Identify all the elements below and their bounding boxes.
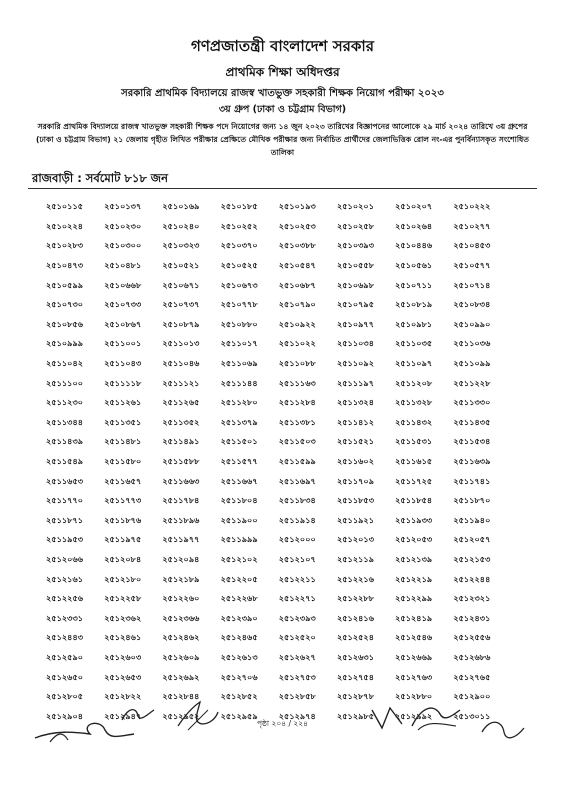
- roll-number: ২৫১১৫৩১: [395, 437, 433, 447]
- roll-number: ২৫১২৮৮০: [395, 692, 433, 702]
- roll-number: ২৫১১৪৮১: [104, 437, 142, 447]
- roll-number: ২৫১১৯০০: [220, 515, 258, 525]
- roll-table: [46, 198, 512, 727]
- roll-number: ২৫১১৭২৫: [395, 476, 433, 486]
- roll-number: ২৫১২৬৫০: [46, 672, 84, 682]
- roll-number: ২৫১০৬৭৩: [220, 280, 258, 290]
- table-row: [46, 668, 512, 688]
- roll-number: ২৫১২০১৩: [336, 535, 375, 545]
- roll-number: ২৫১২০০০: [278, 535, 316, 545]
- roll-number: ২৫১১৭০৯: [336, 476, 375, 486]
- roll-number: ২৫১২৯০৪: [46, 711, 84, 721]
- roll-number: ২৫১১০৩৬: [453, 339, 491, 349]
- roll-number: ২৫১০৩৮৮: [278, 241, 316, 251]
- roll-number: ২৫১০৩৭০: [220, 241, 258, 251]
- roll-number: ২৫১২৭৬৩: [395, 672, 433, 682]
- roll-number: ২৫১২৯৮৫: [336, 711, 374, 721]
- roll-number: ২৫১২৭০৬: [220, 672, 258, 682]
- roll-number: ২৫১০৬৯৮: [336, 280, 375, 290]
- roll-number: ২৫১১৪৩৫: [453, 417, 491, 427]
- roll-number: ২৫১০২২৪: [46, 221, 84, 231]
- roll-number: ২৫১১৬৬৭: [220, 476, 258, 486]
- roll-number: ২৫১০৮১৯: [395, 300, 433, 310]
- table-row: [46, 414, 512, 434]
- table-row: [46, 649, 512, 669]
- roll-number: ২৫১১৪৩৯: [46, 437, 84, 447]
- roll-number: ২৫১২৪৪৩: [46, 633, 84, 643]
- roll-number: ২৫১০১৬৯: [162, 202, 200, 212]
- roll-number: ২৫১০৫২৫: [220, 261, 258, 271]
- roll-number: ২৫১২২১১: [278, 574, 316, 584]
- roll-number: ২৫১১৮৭০: [453, 496, 491, 506]
- roll-number: ২৫১০৪৪৬: [395, 241, 433, 251]
- roll-number: ২৫১২১৮৯: [162, 574, 200, 584]
- table-row: [46, 276, 512, 296]
- roll-number: ২৫১০২৫৩: [278, 221, 316, 231]
- table-row: [46, 198, 512, 218]
- roll-number: ২৫১১৬৩৯: [453, 457, 491, 467]
- table-row: [46, 492, 512, 512]
- roll-number: ২৫১২৩২১: [453, 594, 491, 604]
- roll-number: ২৫১১৮৫৪: [395, 496, 433, 506]
- roll-number: ২৫১১০৪৩: [104, 359, 142, 369]
- roll-number: ২৫১২২৬৮: [220, 594, 258, 604]
- roll-number: ২৫১০২৭৭: [453, 221, 491, 231]
- roll-number: ২৫১২৩৯৩: [278, 613, 316, 623]
- table-row: [46, 316, 512, 336]
- roll-number: ২৫১১৪১২: [336, 417, 374, 427]
- roll-number: ২৫১০৮৮০: [220, 319, 258, 329]
- roll-number: ২৫১১২০৮: [395, 378, 433, 388]
- table-row: [46, 512, 512, 532]
- roll-number: ২৫১০২৫৮: [336, 221, 375, 231]
- roll-number: ২৫১২৯৫৯: [220, 711, 258, 721]
- roll-number: ২৫১০৯২২: [278, 319, 316, 329]
- roll-number: ২৫১০৮৩৪: [453, 300, 491, 310]
- roll-number: ২৫১০৩২৩: [162, 241, 200, 251]
- roll-number: ২৫১২০৫৩: [395, 535, 433, 545]
- table-row: [46, 570, 512, 590]
- roll-number: ২৫১২৭৫৪: [336, 672, 375, 682]
- roll-number: ২৫১১০৮৮: [278, 359, 316, 369]
- roll-number: ২৫১২১০৭: [278, 554, 316, 564]
- roll-number: ২৫১১০৬৯: [220, 359, 258, 369]
- roll-number: ২৫১২২১৬: [336, 574, 375, 584]
- table-row: [46, 374, 512, 394]
- roll-number: ২৫১০২০১: [336, 202, 375, 212]
- roll-number: ২৫১০৭৯০: [278, 300, 316, 310]
- roll-number: ২৫১১৬৫৭: [104, 476, 142, 486]
- roll-number: ২৫১০৬৮৭: [278, 280, 316, 290]
- roll-number: ২৫১২১৩৯: [395, 554, 433, 564]
- roll-number: ২৫১১৫৩৪: [453, 437, 491, 447]
- table-row: [46, 609, 512, 629]
- table-row: [46, 296, 512, 316]
- roll-number: ২৫১১২৮৪: [278, 398, 316, 408]
- roll-number: ২৫১২৩৬২: [104, 613, 142, 623]
- roll-number: ২৫১২৪৬২: [162, 633, 200, 643]
- roll-number: ২৫১২৬৩১: [336, 652, 375, 662]
- roll-number: ২৫১২৫২৪: [336, 633, 375, 643]
- roll-number: ২৫১২৬৬৯: [395, 652, 433, 662]
- roll-number: ২৫১২২৮৮: [336, 594, 375, 604]
- roll-number: ২৫১২৮৭৮: [336, 692, 375, 702]
- roll-number: ২৫১০৫৫৮: [336, 261, 374, 271]
- table-row: [46, 433, 512, 453]
- roll-number: ২৫১১৭৪১: [453, 476, 491, 486]
- table-row: [46, 629, 512, 649]
- roll-number: ২৫১১৬৬৩: [162, 476, 200, 486]
- roll-number: ২৫১২০৯৪: [162, 554, 200, 564]
- roll-number: ২৫১১৯৭৭: [162, 535, 200, 545]
- table-row: [46, 590, 512, 610]
- roll-number: ২৫১২৩৩১: [46, 613, 84, 623]
- roll-number: ২৫১০৫৬১: [395, 261, 433, 271]
- roll-number: ২৫১২০৬৬: [46, 554, 84, 564]
- roll-number: ২৫১২১১৯: [336, 554, 374, 564]
- roll-number: ২৫১২০৫৭: [453, 535, 491, 545]
- roll-number: ২৫১১৫৭৭: [220, 457, 258, 467]
- roll-number: ২৫১২১৮০: [104, 574, 142, 584]
- roll-number: ২৫১০৬৬৮: [104, 280, 142, 290]
- roll-number: ২৫১২৮৪৪: [162, 692, 200, 702]
- roll-number: ২৫১১০৪২: [46, 359, 84, 369]
- roll-number: ২৫১২১০২: [220, 554, 258, 564]
- roll-number: ২৫১১৬৫৩: [46, 476, 84, 486]
- roll-number: ২৫১০৪৭৩: [46, 261, 84, 271]
- roll-number: ২৫১১১৯৭: [336, 378, 374, 388]
- roll-number: ২৫১২৫৫৬: [453, 633, 491, 643]
- roll-number: ২৫১২৪৩১: [453, 613, 491, 623]
- table-row: [46, 472, 512, 492]
- page-number: পৃষ্ঠা ২০৪ / ২২৪: [256, 719, 309, 728]
- roll-number: ২৫১২৫২০: [278, 633, 316, 643]
- roll-number: ২৫১০৭৭৮: [220, 300, 258, 310]
- roll-number: ২৫১০২০৭: [395, 202, 433, 212]
- table-row: [46, 335, 512, 355]
- roll-number: ২৫১০৯৯০: [453, 319, 491, 329]
- roll-number: ২৫১১৩৮১: [278, 417, 316, 427]
- roll-number: ২৫১২৪১৯: [395, 613, 433, 623]
- roll-number: ২৫১২৪৬১: [104, 633, 142, 643]
- roll-number: ২৫১২২৯৯: [395, 594, 433, 604]
- roll-number: ২৫১১০২২: [278, 339, 316, 349]
- roll-number: ২৫১১৪৩২: [395, 417, 433, 427]
- roll-number: ২৫১২৬২৭: [278, 652, 316, 662]
- table-row: [46, 237, 512, 257]
- roll-number: ২৫১১৯৪০: [453, 515, 491, 525]
- roll-number: ২৫১১৩৫২: [162, 417, 200, 427]
- roll-number: ২৫১১৫৮০: [104, 457, 142, 467]
- roll-number: ২৫১২৫৪৬: [395, 633, 433, 643]
- roll-number: ২৫১২৯৫২: [162, 711, 200, 721]
- roll-number: ২৫১১০৪৬: [162, 359, 200, 369]
- roll-number: ২৫১২৪৬৫: [220, 633, 258, 643]
- roll-number: ২৫১১০০১: [104, 339, 142, 349]
- roll-number: ২৫১০৮৭৯: [162, 319, 200, 329]
- roll-number: ২৫১২০৮৪: [104, 554, 142, 564]
- roll-number: ২৫১০২৩০: [104, 221, 142, 231]
- roll-number: ২৫১১২৩০: [46, 398, 84, 408]
- roll-number: ২৫১১১২১: [162, 378, 200, 388]
- roll-number: ২৫১২৮০৫: [46, 692, 84, 702]
- roll-number: ২৫১১৮৫৩: [336, 496, 374, 506]
- roll-number: ২৫১১০৩৫: [395, 339, 433, 349]
- roll-number: ২৫১১১১৮: [104, 378, 142, 388]
- roll-number: ২৫১২৯০০: [453, 692, 491, 702]
- roll-number: ২৫১২৬৯২: [162, 672, 200, 682]
- roll-number: ২৫১০৭১৪: [453, 280, 491, 290]
- roll-number: ২৫১২৩৬৬: [162, 613, 200, 623]
- roll-number: ২৫১১৯৩৩: [395, 515, 433, 525]
- roll-number: ২৫১১৮০৪: [220, 496, 258, 506]
- roll-number: ২৫১১৩৩০: [453, 398, 491, 408]
- roll-number: ২৫১১৯৭৫: [104, 535, 142, 545]
- roll-number: ২৫১১৫০১: [220, 437, 258, 447]
- roll-number: ২৫১০৩৯৩: [336, 241, 375, 251]
- roll-number: ২৫১১৯৫৩: [46, 535, 84, 545]
- roll-number: ২৫১০৭৩৩: [104, 300, 142, 310]
- group-title: ৩য় গ্রুপ (ঢাকা ও চট্টগ্রাম বিভাগ): [218, 104, 347, 115]
- roll-number: ২৫১১৮৩৪: [278, 496, 316, 506]
- roll-number: ২৫১০৯৯৯: [46, 339, 84, 349]
- roll-number: ২৫১০৮৬৭: [104, 319, 142, 329]
- roll-number: ২৫১২২৫৮: [104, 594, 142, 604]
- roll-number: ২৫১১১৪৪: [220, 378, 258, 388]
- roll-number: ২৫১১৩৭৯: [220, 417, 258, 427]
- roll-number: ২৫১০৭৩৭: [162, 300, 200, 310]
- roll-number: ২৫১০১৯৩: [278, 202, 316, 212]
- roll-number: ২৫১২২৭১: [278, 594, 316, 604]
- roll-number: ২৫১১৪৯১: [162, 437, 200, 447]
- roll-number: ২৫১০৫২১: [162, 261, 200, 271]
- roll-number: ২৫১১৭৭০: [46, 496, 84, 506]
- roll-number: ২৫১১১৬৩: [278, 378, 316, 388]
- roll-number: ২৫১১৫০৩: [278, 437, 316, 447]
- roll-number: ২৫১২৮৫২: [220, 692, 258, 702]
- roll-number: ২৫১১০১৩: [162, 339, 200, 349]
- roll-number: ২৫১২৬৮৬: [453, 652, 491, 662]
- roll-number: ২৫১৩০১১: [453, 711, 491, 721]
- roll-number: ২৫১১৭৮৪: [162, 496, 200, 506]
- roll-number: ২৫১১২৬৫: [162, 398, 200, 408]
- roll-number: ২৫১২২১৯: [395, 574, 433, 584]
- roll-number: ২৫১১১০০: [46, 378, 84, 388]
- roll-number: ২৫১১৫৮৮: [162, 457, 200, 467]
- roll-number: ২৫১১২২৮: [453, 378, 491, 388]
- table-row: [46, 218, 512, 238]
- roll-number: ২৫১১৬৯৭: [278, 476, 316, 486]
- roll-number: ২৫১২১৬১: [46, 574, 84, 584]
- roll-number: ২৫১০৪৫৩: [453, 241, 491, 251]
- roll-number: ২৫১১৮৭৬: [104, 515, 142, 525]
- roll-number: ২৫১১৯১৪: [278, 515, 316, 525]
- roll-number: ২৫১১৩৫১: [104, 417, 142, 427]
- roll-number: ২৫১২১৫৩: [453, 554, 491, 564]
- notice-text: সরকারি প্রাথমিক বিদ্যালয়ে রাজস্ব খাতভুক্ত সহকারী শিক্ষক পদে নিয়োগের জন্য ১৪ জুন ২০২৩ তারিখের বিজ্ঞাপনের আলোকে ২৯ মার্চ ২০২৪ তারিখে ৩য় গ্রুপের (ঢাকা ও চট্টগ্রাম বিভাগ) ২১ জেলায় গৃহীত লিখিত পরীক্ষার প্রেক্ষিতে মৌখিক পরীক্ষার জন্য নির্বাচিত প্রার্থীদের জেলাভিত্তিক রোল নং-এর পুনর্বিন্যাসকৃত সংশোধিত তালিকা: [36, 122, 529, 157]
- roll-number: ২৫১১৮৯৬: [162, 515, 200, 525]
- roll-number: ২৫১২৬১৩: [220, 652, 258, 662]
- roll-number: ২৫১২৬৫৩: [104, 672, 142, 682]
- roll-number: ২৫১১৬০২: [336, 457, 375, 467]
- roll-number: ২৫১২২৬০: [162, 594, 200, 604]
- roll-number: ২৫১১২৬১: [104, 398, 142, 408]
- roll-number: ২৫১২৩৯০: [220, 613, 258, 623]
- roll-number: ২৫১০২২২: [453, 202, 491, 212]
- government-title: গণপ্রজাতন্ত্রী বাংলাদেশ সরকার: [191, 37, 374, 55]
- roll-number: ২৫১১০৩৪: [336, 339, 375, 349]
- roll-number: ২৫১০২৬৪: [395, 221, 433, 231]
- table-row: [46, 453, 512, 473]
- roll-number: ২৫১০৯৮১: [395, 319, 433, 329]
- roll-number: ২৫১০৪৮১: [104, 261, 142, 271]
- roll-number: ২৫১০৭৩০: [46, 300, 84, 310]
- roll-number: ২৫১১৯২১: [336, 515, 374, 525]
- roll-number: ২৫১২২০৫: [220, 574, 258, 584]
- roll-number: ২৫১০১৮৫: [220, 202, 258, 212]
- roll-number: ২৫১২৯৯২: [395, 711, 433, 721]
- table-row: [46, 551, 512, 571]
- roll-number: ২৫১২৯৭৪: [278, 711, 316, 721]
- roll-number: ২৫১১০১৭: [220, 339, 258, 349]
- roll-number: ২৫১২২৪৪: [453, 574, 491, 584]
- district-heading: রাজবাড়ী : সর্বমোট ৮১৮ জন: [32, 171, 168, 185]
- roll-number: ২৫১১৩২৪: [336, 398, 375, 408]
- roll-number: ২৫১২৮৫৮: [278, 692, 316, 702]
- roll-number: ২৫১১৩৪৪: [46, 417, 84, 427]
- roll-number: ২৫১০২৪০: [162, 221, 200, 231]
- roll-number: ২৫১২৯৪৭: [104, 711, 142, 721]
- roll-number: ২৫১২২৫৬: [46, 594, 84, 604]
- roll-number: ২৫১০৭১১: [395, 280, 433, 290]
- roll-number: ২৫১০৮৫৬: [46, 319, 84, 329]
- roll-number: ২৫১২৭৫৩: [278, 672, 316, 682]
- roll-number: ২৫১০৫৭৭: [453, 261, 491, 271]
- roll-number: ২৫১০৫৪৭: [278, 261, 316, 271]
- roll-number: ২৫১১৫৯৯: [278, 457, 316, 467]
- roll-number: ২৫১০৩০০: [104, 241, 142, 251]
- roll-number: ২৫১০৭৯৫: [336, 300, 375, 310]
- roll-number: ২৫১১৮৭১: [46, 515, 84, 525]
- department-title: প্রাথমিক শিক্ষা অধিদপ্তর: [225, 65, 340, 79]
- roll-number: ২৫১১৫২১: [336, 437, 374, 447]
- roll-number: ২৫১০২৮৩: [46, 241, 84, 251]
- exam-title: সরকারি প্রাথমিক বিদ্যালয়ে রাজস্ব খাতভুক্ত সহকারী শিক্ষক নিয়োগ পরীক্ষা ২০২৩: [121, 88, 444, 99]
- roll-number: ২৫১০৬৭১: [162, 280, 200, 290]
- roll-number: ২৫১০১৩৭: [104, 202, 142, 212]
- roll-number: ২৫১১৩২৮: [395, 398, 433, 408]
- roll-number: ২৫১২৭৬৫: [453, 672, 491, 682]
- roll-number: ২৫১০২৫২: [220, 221, 258, 231]
- roll-number: ২৫১২৪১৬: [336, 613, 375, 623]
- table-row: [46, 355, 512, 375]
- roll-number: ২৫১২৬০৯: [162, 652, 200, 662]
- roll-number: ২৫১১০৯৯: [453, 359, 491, 369]
- roll-number: ২৫১২৬০৩: [104, 652, 142, 662]
- roll-number: ২৫১১০৯২: [336, 359, 375, 369]
- divider: [28, 188, 537, 189]
- roll-number: ২৫১১২৮০: [220, 398, 258, 408]
- roll-number: ২৫১০৫৯৯: [46, 280, 84, 290]
- roll-number: ২৫১২৫৯০: [46, 652, 84, 662]
- roll-number: ২৫১১৬১৫: [395, 457, 433, 467]
- table-row: [46, 257, 512, 277]
- roll-number: ২৫১২৮২২: [104, 692, 142, 702]
- roll-number: ২৫১১৯৯৯: [220, 535, 258, 545]
- table-row: [46, 531, 512, 551]
- roll-number: ২৫১০৯৭৭: [336, 319, 375, 329]
- roll-number: ২৫১০১১৫: [46, 202, 84, 212]
- roll-number: ২৫১১০৯৭: [395, 359, 433, 369]
- roll-number: ২৫১১৫৪৯: [46, 457, 84, 467]
- table-row: [46, 394, 512, 414]
- roll-number: ২৫১১৭৭৩: [104, 496, 142, 506]
